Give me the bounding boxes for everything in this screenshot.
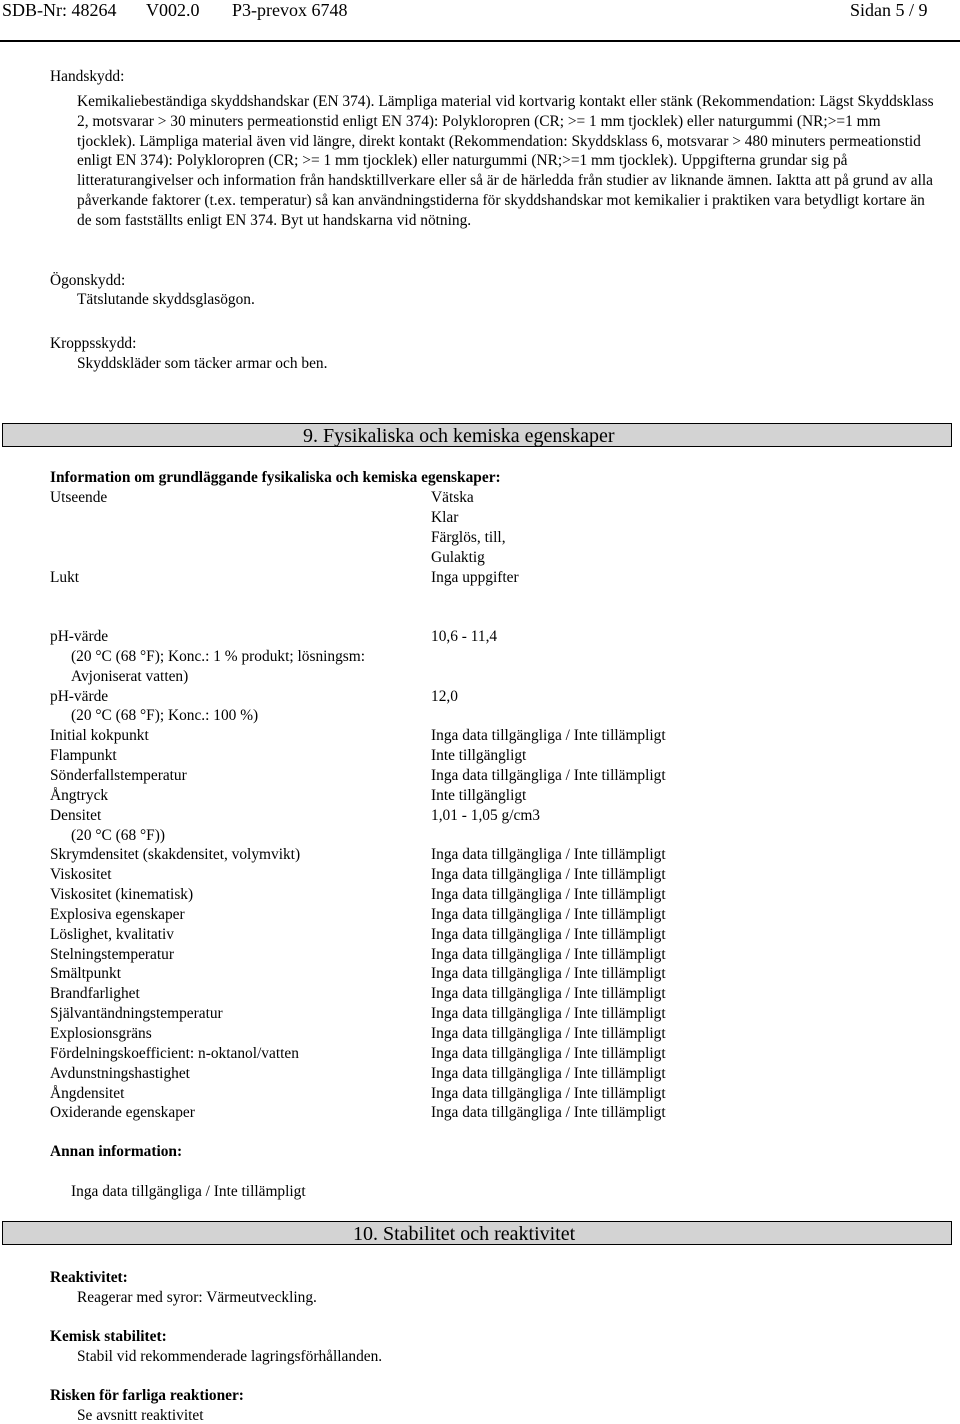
stabilitet-label: Kemisk stabilitet: (50, 1328, 167, 1345)
kroppsskydd-text: Skyddskläder som täcker armar och ben. (77, 355, 328, 372)
section-9-header (2, 423, 952, 447)
property-value: Inga data tillgängliga / Inte tillämpligt (431, 1025, 666, 1042)
property-value: Inga data tillgängliga / Inte tillämpligt (431, 1005, 666, 1023)
property-value: Inga data tillgängliga / Inte tillämpligt (431, 905, 666, 923)
property-label: Skrymdensitet (skakdensitet, volymvikt) (50, 846, 301, 864)
property-label: Ångtryck (50, 786, 109, 804)
property-label: Flampunkt (50, 747, 117, 765)
property-value: Inga data tillgängliga / Inte tillämpligt (431, 1104, 666, 1122)
section-10-title: 10. Stabilitet och reaktivitet (353, 1223, 576, 1245)
property-label: Smältpunkt (50, 965, 121, 983)
ogonskydd-text: Tätslutande skyddsglasögon. (77, 291, 255, 308)
property-label: Ångdensitet (50, 1084, 125, 1102)
handskydd-label: Handskydd: (50, 68, 125, 85)
property-label: pH-värde (50, 628, 109, 645)
property-value: Inga data tillgängliga / Inte tillämpligt (431, 766, 666, 784)
property-value: Inga data tillgängliga / Inte tillämpligt (431, 1044, 666, 1062)
property-label: Viskositet (50, 866, 112, 884)
info-heading: Information om grundläggande fysikaliska och kemiska egenskaper: (50, 469, 501, 486)
section-10-header (2, 1221, 952, 1245)
property-value: 10,6 - 11,4 (431, 628, 498, 645)
property-label: Löslighet, kvalitativ (50, 925, 174, 943)
product-name: P3-prevox 6748 (232, 0, 348, 20)
property-value: Inga data tillgängliga / Inte tillämpligt (431, 846, 666, 864)
property-label: pH-värde (50, 687, 109, 705)
property-label: Initial kokpunkt (50, 727, 149, 745)
property-value: 12,0 (431, 687, 458, 705)
property-value: 1,01 - 1,05 g/cm3 (431, 806, 541, 824)
section-9-title: 9. Fysikaliska och kemiska egenskaper (303, 425, 615, 447)
utseende-value: Klar (431, 509, 459, 526)
annan-label: Annan information: (50, 1143, 183, 1160)
property-value: Inga data tillgängliga / Inte tillämpligt (431, 1084, 666, 1102)
property-value: Inte tillgängligt (431, 747, 527, 765)
property-condition: (20 °C (68 °F)) (71, 826, 165, 844)
property-label: Brandfarlighet (50, 985, 140, 1003)
property-label: Explosionsgräns (50, 1025, 152, 1042)
property-value: Inga data tillgängliga / Inte tillämpligt (431, 965, 666, 983)
version: V002.0 (146, 0, 200, 20)
utseende-label: Utseende (50, 489, 108, 506)
property-label: Sönderfallstemperatur (50, 766, 187, 784)
kroppsskydd-label: Kroppsskydd: (50, 335, 137, 352)
property-value: Inte tillgängligt (431, 786, 527, 804)
stabilitet-text: Stabil vid rekommenderade lagringsförhållanden. (77, 1348, 383, 1365)
property-label: Stelningstemperatur (50, 945, 174, 963)
property-value: Inga data tillgängliga / Inte tillämpligt (431, 1064, 666, 1082)
risken-label: Risken för farliga reaktioner: (50, 1387, 244, 1404)
property-label: Viskositet (kinematisk) (50, 886, 194, 904)
sdb-number: SDB-Nr: 48264 (2, 0, 117, 20)
page-number: Sidan 5 / 9 (850, 0, 928, 20)
annan-text: Inga data tillgängliga / Inte tillämpligt (71, 1183, 306, 1200)
reaktivitet-text: Reagerar med syror: Värmeutveckling. (77, 1289, 317, 1306)
header-rule (0, 40, 960, 42)
handskydd-text: Kemikaliebeständiga skyddshandskar (EN 374). Lämpliga material vid kortvarig kontakt eller stänk (Rekommendation: Lägst Skyddsklass 2, motsvarar > 30 minuters permeationstid enligt EN 374): Polykloropren (CR; >= 1 mm tjocklek) eller naturgummi (NR;>=1 mm tjocklek). Lämpliga material även vid längre, direkt kontakt (Rekommendation: Skyddsklass 6, motsvarar > 480 minuters permeationstid enligt EN 374): Polykloropren (CR; >= 1 mm tjocklek) eller naturgummi (NR;>=1 mm tjocklek). Uppgifterna grundar sig på litteraturangivelser och information från handsktillverkare eller så är de härledda från studier av liknande ämnen. Iaktta att på grund av alla påverkande faktorer (t.ex. temperatur) så kan användningstiderna för skyddshandskar mot kemikalier i praktiken vara betydligt kortare än de som fastställts enligt EN 374. Byt ut handskarna vid nötning. (77, 93, 934, 229)
property-condition: Avjoniserat vatten) (71, 667, 189, 685)
property-value: Inga data tillgängliga / Inte tillämpligt (431, 945, 666, 963)
property-label: Oxiderande egenskaper (50, 1104, 195, 1122)
utseende-value: Färglös, till, (431, 529, 506, 546)
lukt-value: Inga uppgifter (431, 569, 519, 586)
property-label: Explosiva egenskaper (50, 905, 185, 923)
property-value: Inga data tillgängliga / Inte tillämpligt (431, 727, 666, 745)
reaktivitet-label: Reaktivitet: (50, 1269, 128, 1286)
property-condition: (20 °C (68 °F); Konc.: 1 % produkt; lösningsm: (71, 647, 366, 665)
property-label: Densitet (50, 806, 102, 824)
property-label: Fördelningskoefficient: n-oktanol/vatten (50, 1044, 299, 1062)
utseende-value: Gulaktig (431, 549, 485, 566)
property-value: Inga data tillgängliga / Inte tillämpligt (431, 985, 666, 1003)
property-condition: (20 °C (68 °F); Konc.: 100 %) (71, 707, 259, 725)
risken-text: Se avsnitt reaktivitet (77, 1407, 204, 1424)
property-label: Självantändningstemperatur (50, 1005, 223, 1023)
utseende-value: Vätska (431, 489, 474, 506)
ogonskydd-label: Ögonskydd: (50, 272, 126, 289)
property-value: Inga data tillgängliga / Inte tillämpligt (431, 866, 666, 884)
lukt-label: Lukt (50, 569, 80, 586)
property-label: Avdunstningshastighet (50, 1064, 190, 1082)
property-value: Inga data tillgängliga / Inte tillämpligt (431, 925, 666, 943)
property-value: Inga data tillgängliga / Inte tillämpligt (431, 886, 666, 904)
